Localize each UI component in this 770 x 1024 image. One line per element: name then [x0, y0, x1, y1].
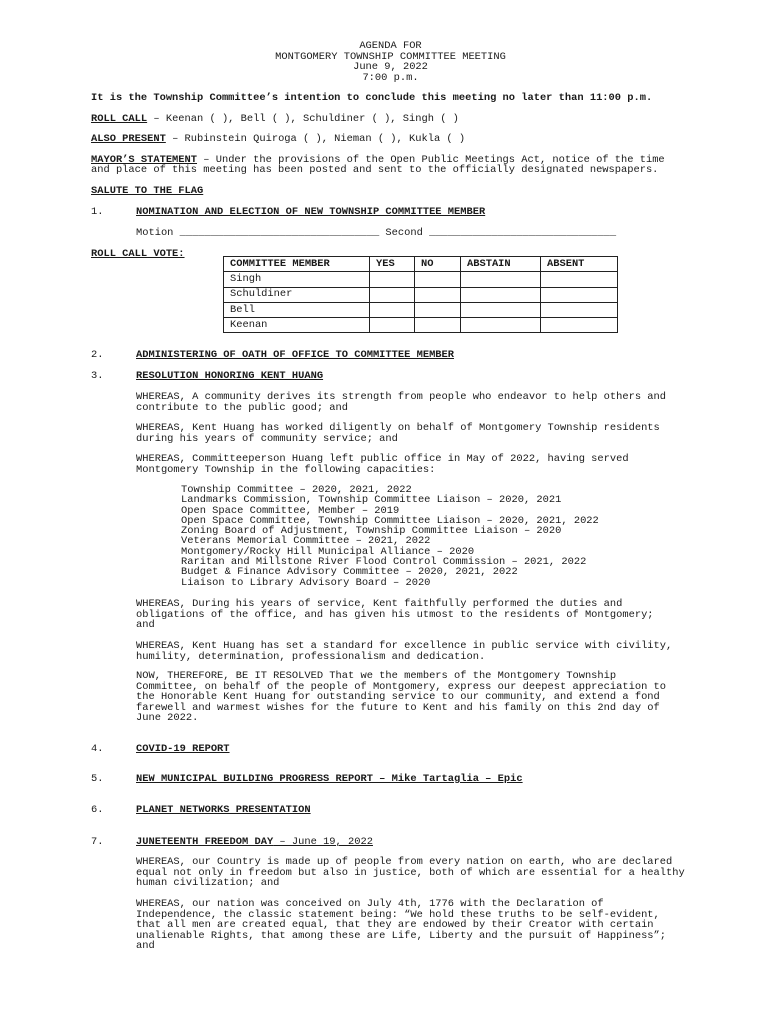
- whereas-country: [136, 857, 746, 889]
- paragraph-line: WHEREAS, During his years of service, Kent faithfully performed the duties and: [136, 598, 623, 610]
- list-item: Landmarks Commission, Township Committee Liaison – 2020, 2021: [181, 494, 562, 507]
- member-name: Bell: [224, 302, 370, 317]
- paragraph-line: WHEREAS, Committeeperson Huang left public office in May of 2022, having served: [136, 453, 629, 465]
- list-item: Township Committee – 2020, 2021, 2022: [181, 484, 412, 496]
- paragraph-line: human civilization; and: [136, 877, 280, 890]
- also-present-text: – Rubinstein Quiroga ( ), Nieman ( ), Kukla ( ): [165, 133, 466, 145]
- table-row: [224, 302, 618, 317]
- list-item: Montgomery/Rocky Hill Municipal Alliance – 2020: [181, 545, 475, 558]
- paragraph-line: contribute to the public good; and: [136, 401, 349, 414]
- whereas-diligence: [136, 423, 746, 444]
- table-header-row: [224, 257, 618, 272]
- list-item: Budget & Finance Advisory Committee – 2020, 2021, 2022: [181, 566, 518, 579]
- vote-cell: [415, 287, 461, 302]
- whereas-standard: [136, 641, 746, 662]
- vote-cell: [415, 272, 461, 287]
- paragraph-line: June 2022.: [136, 712, 199, 725]
- roll-call-text: – Keenan ( ), Bell ( ), Schuldiner ( ), Singh ( ): [147, 113, 459, 125]
- mayor-statement-line-2: and place of this meeting has been posted and sent to the officially designated newspapers.: [91, 164, 659, 176]
- member-name: Schuldiner: [224, 287, 370, 302]
- item-6-title: PLANET NETWORKS PRESENTATION: [136, 804, 311, 816]
- motion-second-line: Motion ________________________________ Second ______________________________: [136, 227, 617, 239]
- list-item: Veterans Memorial Committee – 2021, 2022: [181, 535, 431, 548]
- member-name: Keenan: [224, 318, 370, 333]
- mayor-statement-line-1: – Under the provisions of the Open Public Meetings Act, notice of the time: [197, 154, 665, 166]
- item-5-title: NEW MUNICIPAL BUILDING PROGRESS REPORT – Mike Tartaglia – Epic: [136, 773, 523, 785]
- paragraph-line: WHEREAS, Kent Huang has set a standard for excellence in public service with civility,: [136, 640, 673, 652]
- roll-call-label: ROLL CALL: [91, 113, 148, 125]
- list-item: Liaison to Library Advisory Board – 2020: [181, 576, 431, 589]
- whereas-capacities-intro: [136, 454, 746, 475]
- salute-to-flag: SALUTE TO THE FLAG: [91, 185, 204, 197]
- item-2-title: ADMINISTERING OF OATH OF OFFICE TO COMMITTEE MEMBER: [136, 349, 455, 361]
- paragraph-line: and: [136, 940, 155, 953]
- whereas-declaration: [136, 899, 746, 952]
- item-1-title: NOMINATION AND ELECTION OF NEW TOWNSHIP COMMITTEE MEMBER: [136, 206, 486, 218]
- capacities-list: [181, 485, 599, 588]
- item-4-number: 4.: [91, 743, 104, 755]
- paragraph-line: obligations of the office, and has given his utmost to the residents of Montgomery;: [136, 608, 654, 621]
- item-7-title: JUNETEENTH FREEDOM DAY: [136, 836, 274, 848]
- agenda-header: [0, 41, 770, 83]
- col-no: NO: [415, 257, 461, 272]
- item-3-number: 3.: [91, 370, 104, 382]
- whereas-community: [136, 392, 746, 413]
- roll-call-vote-label: ROLL CALL VOTE:: [91, 248, 185, 260]
- item-5-number: 5.: [91, 773, 104, 785]
- paragraph-line: farewell and warmest wishes for the future to Kent and his family on this 2nd day of: [136, 701, 660, 714]
- col-yes: YES: [370, 257, 415, 272]
- vote-cell: [541, 302, 618, 317]
- paragraph-line: WHEREAS, Kent Huang has worked diligently on behalf of Montgomery Township residents: [136, 422, 660, 434]
- paragraph-line: unalienable Rights, that among these are Life, Liberty and the pursuit of Happiness”;: [136, 929, 667, 942]
- col-committee-member: COMMITTEE MEMBER: [224, 257, 370, 272]
- paragraph-line: that all men are created equal, that they are endowed by their Creator with certain: [136, 919, 654, 932]
- vote-cell: [370, 318, 415, 333]
- header-line-1: AGENDA FOR: [359, 40, 422, 52]
- also-present-label: ALSO PRESENT: [91, 133, 166, 145]
- paragraph-line: the Honorable Kent Huang for outstanding service to our community, and extend a fond: [136, 691, 660, 704]
- whereas-service: [136, 599, 746, 631]
- paragraph-line: humility, determination, professionalism and dedication.: [136, 650, 486, 663]
- roll-call: [91, 114, 459, 125]
- paragraph-line: WHEREAS, our Country is made up of people from every nation on earth, who are declared: [136, 856, 673, 868]
- item-7-heading: [136, 837, 373, 848]
- vote-cell: [541, 287, 618, 302]
- list-item: Zoning Board of Adjustment, Township Committee Liaison – 2020: [181, 525, 562, 538]
- paragraph-line: Committee, on behalf of the people of Montgomery, express our deepest appreciation to: [136, 680, 667, 693]
- paragraph-line: and: [136, 619, 155, 632]
- vote-cell: [461, 272, 541, 287]
- paragraph-line: WHEREAS, our nation was conceived on July 4th, 1776 with the Declaration of: [136, 898, 604, 910]
- member-name: Singh: [224, 272, 370, 287]
- list-item: Raritan and Millstone River Flood Control Commission – 2021, 2022: [181, 556, 587, 569]
- vote-cell: [415, 302, 461, 317]
- paragraph-line: Montgomery Township in the following capacities:: [136, 463, 436, 476]
- paragraph-line: during his years of community service; and: [136, 432, 398, 445]
- also-present: [91, 134, 465, 145]
- col-abstain: ABSTAIN: [461, 257, 541, 272]
- paragraph-line: Independence, the classic statement being: “We hold these truths to be self-evident,: [136, 908, 660, 921]
- roll-call-vote-table: [223, 256, 618, 333]
- paragraph-line: WHEREAS, A community derives its strength from people who endeavor to help others and: [136, 391, 667, 403]
- item-7-date: – June 19, 2022: [273, 836, 373, 848]
- item-4-title: COVID-19 REPORT: [136, 743, 230, 755]
- item-6-number: 6.: [91, 804, 104, 816]
- table-row: [224, 272, 618, 287]
- paragraph-line: NOW, THEREFORE, BE IT RESOLVED That we the members of the Montgomery Township: [136, 670, 617, 682]
- col-absent: ABSENT: [541, 257, 618, 272]
- header-line-2: MONTGOMERY TOWNSHIP COMMITTEE MEETING: [275, 50, 506, 63]
- vote-cell: [541, 318, 618, 333]
- header-line-4: 7:00 p.m.: [362, 71, 419, 84]
- vote-cell: [370, 302, 415, 317]
- vote-cell: [461, 287, 541, 302]
- item-1-number: 1.: [91, 206, 104, 218]
- vote-cell: [541, 272, 618, 287]
- list-item: Open Space Committee, Township Committee Liaison – 2020, 2021, 2022: [181, 514, 599, 527]
- vote-cell: [370, 272, 415, 287]
- item-7-number: 7.: [91, 836, 104, 848]
- vote-cell: [461, 302, 541, 317]
- item-3-title: RESOLUTION HONORING KENT HUANG: [136, 370, 324, 382]
- paragraph-line: equal not only in freedom but also in justice, both of which are essential for a healthy: [136, 866, 685, 879]
- header-line-3: June 9, 2022: [353, 61, 428, 74]
- vote-cell: [461, 318, 541, 333]
- table-row: [224, 318, 618, 333]
- resolved-paragraph: [136, 671, 746, 724]
- table-row: [224, 287, 618, 302]
- vote-cell: [370, 287, 415, 302]
- mayor-statement-label: MAYOR’S STATEMENT: [91, 154, 198, 166]
- list-item: Open Space Committee, Member – 2019: [181, 504, 400, 517]
- item-2-number: 2.: [91, 349, 104, 361]
- intention-statement: It is the Township Committee’s intention to conclude this meeting no later than 11:00 p.m.: [91, 92, 653, 104]
- vote-cell: [415, 318, 461, 333]
